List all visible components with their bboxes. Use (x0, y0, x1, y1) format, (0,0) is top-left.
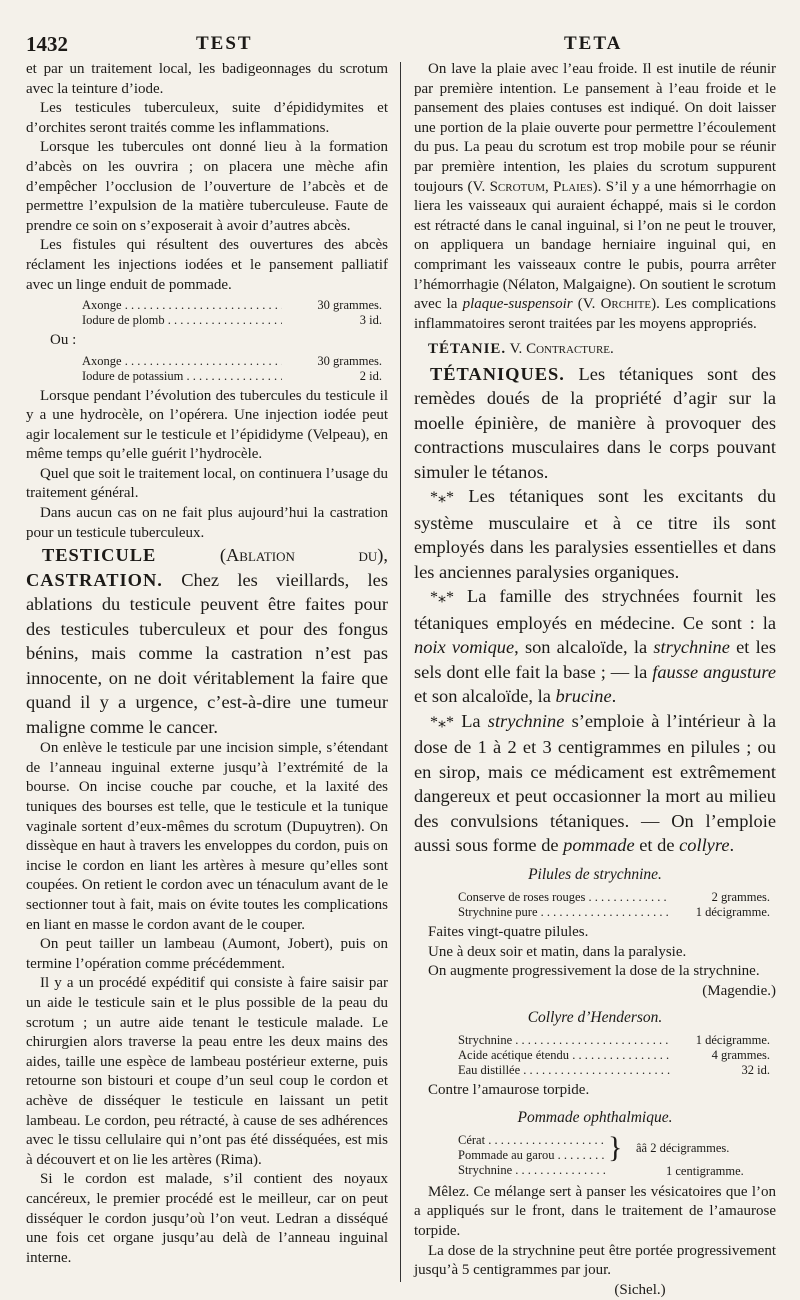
testicule-entry (26, 543, 388, 739)
ingredient-quantity: 1 décigramme. (695, 904, 770, 919)
paragraph: On enlève le testicule par une incision simple, s’étendant de l’anneau inguinal externe jusqu’à l’extrémité de la bourse. On incise couche par couche, et la laxité des tuniques des bourses est telle, que le testicule et la tunique vaginale sortent d’eux-mêmes du scrotum (Dupuytren). On dissèque en haut à travers les enveloppes du cordon, puis on incise le cordon en liant les artères à mesure qu’elles sont coupées. On retient le cordon avec un ténaculum avant de le sectionner tout à fait, mais on évite toutes les complications en liant en masse le cordon avant de le couper. (26, 740, 388, 933)
text-run: Les tétaniques sont les excitants du système musculaire et à ce titre ils sont employés dans les paralysies essentielles et dans les anciennes paralysies organiques. (414, 486, 776, 582)
entry-headword: TESTICULE (42, 545, 157, 566)
ingredient-name: Acide acétique étendu . . . (458, 1048, 670, 1063)
left-running-title: TEST (196, 33, 253, 54)
text-run: et de (634, 835, 680, 856)
text-run: ). S’il y a une hémorrhagie on liera les vaisseaux qui auraient échappé, mais si le cordon est rétracté dans le canal inguinal, si l’on ne peut le trouver, on appliquera un bandage herniaire inguinal qui, en comprimant les vaisseaux contre le pubis, pourra arrêter l’hémorrhagie (Nélaton, Malgaigne). On soutient le scrotum avec la (414, 178, 777, 313)
recipe-row (458, 1148, 606, 1163)
pommade-ingredients (458, 1133, 606, 1178)
page-number: 1432 (26, 32, 68, 56)
ingredient-quantity: 2 id. (359, 368, 382, 383)
left-small-text-3 (26, 739, 388, 1268)
paragraph: et par un traitement local, les badigeonnages du scrotum avec la teinture d’iode. (26, 61, 388, 97)
recipe-row (458, 1163, 606, 1178)
ingredient-quantity: ââ 2 décigrammes. (636, 1140, 730, 1155)
ingredient-name: Pommade au garou . . . (458, 1148, 606, 1163)
left-column (26, 60, 388, 1268)
text-run: , son alcaloïde, la (514, 637, 654, 658)
tetaniques-entry (414, 362, 776, 858)
paragraph: Les fistules qui résultent des ouvertures des abcès réclament les injections iodées et le pansement palliatif avec un linge enduit de pommade. (26, 237, 388, 293)
brace-icon: } (608, 1130, 623, 1164)
entry-text: Chez les vieillards, les ablations du testicule peuvent être faites pour des testicules tuberculeux et pour des fongus bénins, mais comme la castration n’est pas innocente, on ne doit véritablement la faire que quand il y a urgence, c’est-à-dire une tumeur maligne comme le cancer. (26, 569, 388, 737)
text-run: . (611, 686, 617, 707)
collyre-use (414, 1081, 776, 1101)
recipe-row (82, 298, 388, 313)
entry-paragraph (414, 362, 776, 485)
ingredient-name: Strychnine pure . . . (458, 905, 670, 920)
recipe-row (458, 905, 776, 920)
text-run: et les sels dont elle fait la base ; — la (414, 637, 777, 682)
entry-paragraph (26, 543, 388, 739)
recipe-pommade (458, 1130, 776, 1179)
paragraph: Il y a un procédé expéditif qui consiste à faire saisir par un aide le testicule sain et le plus possible de la peau du scrotum ; un autre aide tenant le testicule malade. Le chirurgien alors traverse la peau entre les deux mains des aides, taille une espèce de lambeau postérieur externe, puis retourne son bistouri et coupe d’un seul coup le cordon et achève de disséquer le testicule en laissant un petit lambeau. Le cordon, peu rétracté, à cause de ses adhérences avec le tissu cellulaire qui n’ont pas été disséquées, est mis à découvert et on lie les artères (Rima). (26, 975, 388, 1168)
paragraph: Contre l’amaurose torpide. (428, 1082, 590, 1099)
italic-term: noix vomique (414, 637, 515, 658)
paragraph: Quel que soit le traitement local, on continuera l’usage du traitement général. (26, 465, 388, 502)
recipe-row (458, 1033, 776, 1048)
paragraph: On augmente progressivement la dose de la strychnine. (428, 963, 760, 980)
recipe-title-pilules: Pilules de strychnine. (528, 865, 662, 883)
ingredient-name: Iodure de potassium . . . (82, 369, 282, 384)
paragraph (414, 584, 776, 709)
ingredient-quantity: 4 grammes. (711, 1048, 770, 1063)
text-run: . (729, 835, 735, 856)
entry-headword: TÉTANIE. (428, 341, 507, 358)
recipe-collyre (458, 1033, 776, 1077)
text-run: La (454, 710, 488, 731)
ingredient-quantity: 1 décigramme. (695, 1033, 770, 1048)
ingredient-name: Strychnine . . . (458, 1163, 606, 1178)
italic-term: pommade (563, 835, 635, 856)
text-run: , (545, 178, 554, 195)
cross-reference: Plaies (553, 178, 593, 195)
ingredient-quantity: 3 id. (359, 312, 382, 327)
left-small-text-2 (26, 387, 388, 544)
text-run: (V. (572, 296, 601, 313)
paragraph: Lorsque les tubercules ont donné lieu à la formation d’abcès on les ouvrira ; on placera une mèche afin d’empêcher l’occlusion de l’ouverture de l’abcès et de permettre l’expulsion de la matière tuberculeuse. Faute de prendre ce soin on s’exposerait à avoir d’autres abcès. (26, 139, 388, 234)
text-run: s’emploie à l’intérieur à la dose de 1 à 2 et 3 centigrammes en pilules ; ou en sirop, mais ce médicament est extrêmement dangereux et peut occasionner la mort au milieu des convulsions tétaniques. — On l’emploie aussi sous forme de (414, 710, 776, 856)
pilules-instructions (414, 923, 776, 1001)
text-run: ). Les complications inflammatoires seront traitées par les moyens appropriés. (414, 296, 776, 332)
italic-term: fausse angusture (652, 661, 776, 682)
recipe-title-pommade: Pommade ophthalmique. (517, 1108, 673, 1126)
recipe-plomb (82, 298, 388, 327)
ingredient-quantity: 30 grammes. (317, 298, 382, 313)
recipe-potassium (82, 354, 388, 383)
text-run: On lave la plaie avec l’eau froide. Il est inutile de réunir par première intention. Le pansement à l’eau froide et le pansement des plaies contuses est indiqué. On doit laisser une portion de la plaie ouverte pour permettre l’écoulement du pus. La peau du scrotum est trop mobile pour se réunir par première intention, les plaies du scrotum suppurent toujours (V. (414, 61, 776, 195)
entry-headword: TÉTANIQUES. (430, 363, 565, 384)
paragraph (414, 60, 776, 334)
asterism: *⁎* (430, 589, 454, 607)
running-header (26, 30, 776, 60)
paragraph: Les testicules tuberculeux, suite d’épididymites et d’orchites seront traités comme les inflammations. (26, 100, 388, 136)
ingredient-name: Axonge . . . (82, 298, 282, 313)
right-column (414, 60, 776, 1300)
paragraph: Si le cordon est malade, s’il contient des noyaux cancéreux, le premier procédé est le meilleur, car on peut disséquer le cordon jusqu’où l’on veut. Ledran a disséqué une fois cet organe jusqu’au delà de l’anneau inguinal interne. (26, 1171, 388, 1266)
ingredient-quantity: 2 grammes. (711, 889, 770, 904)
ingredient-name: Cérat . . . (458, 1133, 606, 1148)
paragraph (414, 484, 776, 584)
column-divider (400, 62, 401, 1282)
italic-term: strychnine (487, 710, 565, 731)
paragraph: Faites vingt-quatre pilules. (428, 924, 589, 941)
text-run: V. (506, 341, 527, 358)
cross-reference: Orchite (600, 296, 652, 313)
recipe-row (82, 354, 388, 369)
cross-reference: Scrotum (489, 178, 545, 195)
text-run: et son alcaloïde, la (414, 686, 556, 707)
recipe-row (82, 313, 388, 328)
ingredient-quantity: 32 id. (741, 1062, 770, 1077)
entry-headword-2: CASTRATION. (26, 569, 163, 590)
ingredient-name: Eau distillée . . . (458, 1063, 670, 1078)
pommade-instructions (414, 1183, 776, 1300)
italic-term: brucine (555, 686, 612, 707)
cross-reference: Contracture. (526, 341, 614, 358)
attribution: (Magendie.) (702, 982, 776, 999)
ingredient-name: Iodure de plomb . . . (82, 313, 282, 328)
asterism: *⁎* (430, 713, 454, 731)
italic-term: plaque-suspensoir (462, 296, 573, 313)
recipe-row (458, 1133, 606, 1148)
italic-term: collyre (679, 835, 730, 856)
italic-term: strychnine (653, 637, 730, 658)
entry-text: Les tétaniques sont des remèdes doués de la propriété d’agir sur la moelle épinière, de manière à provoquer des contractions musculaires dans le corps pouvant simuler le tétanos. (414, 363, 776, 482)
paragraph: Dans aucun cas on ne fait plus aujourd’hui la castration pour un testicule tuberculeux. (26, 505, 388, 541)
attribution: (Sichel.) (614, 1281, 666, 1298)
asterism: *⁎* (430, 489, 454, 507)
recipe-row (82, 369, 388, 384)
or-label: Ou : (50, 332, 77, 349)
paragraph: Une à deux soir et matin, dans la paralysie. (428, 943, 687, 960)
text-run: La famille des strychnées fournit les tétaniques employés en médecine. Ce sont : la (414, 586, 776, 633)
paragraph: Mêlez. Ce mélange sert à panser les vésicatoires que l’on a appliqués sur le front, dans le traitement de l’amaurose torpide. (414, 1183, 776, 1240)
paragraph: La dose de la strychnine peut être portée progressivement jusqu’à 5 centigrammes par jour. (414, 1242, 776, 1279)
recipe-title-collyre: Collyre d’Henderson. (527, 1009, 663, 1027)
recipe-row (458, 1063, 776, 1078)
recipe-row (458, 890, 776, 905)
recipe-row (458, 1048, 776, 1063)
entry-subhead: (Ablation du), (156, 545, 388, 566)
ingredient-name: Strychnine . . . (458, 1033, 670, 1048)
paragraph (414, 709, 776, 858)
tetanie-entry (414, 340, 776, 360)
paragraph: Lorsque pendant l’évolution des tubercules du testicule il y a une hydrocèle, on l’opérera. Une injection iodée peut agir localement sur le testicule et l’épididyme (Velpeau), en même temps qu’elle guérit l’hydrocèle. (26, 387, 388, 463)
right-small-text (414, 60, 776, 360)
ingredient-name: Conserve de roses rouges . . . (458, 890, 670, 905)
ingredient-quantity: 30 grammes. (317, 354, 382, 369)
recipe-pilules (458, 890, 776, 919)
ingredient-quantity: 1 centigramme. (666, 1163, 744, 1178)
right-running-title: TETA (564, 33, 623, 54)
ingredient-name: Axonge . . . (82, 354, 282, 369)
paragraph: On peut tailler un lambeau (Aumont, Jobert), puis on termine l’opération comme précédemment. (26, 936, 388, 972)
left-small-text (26, 60, 388, 295)
